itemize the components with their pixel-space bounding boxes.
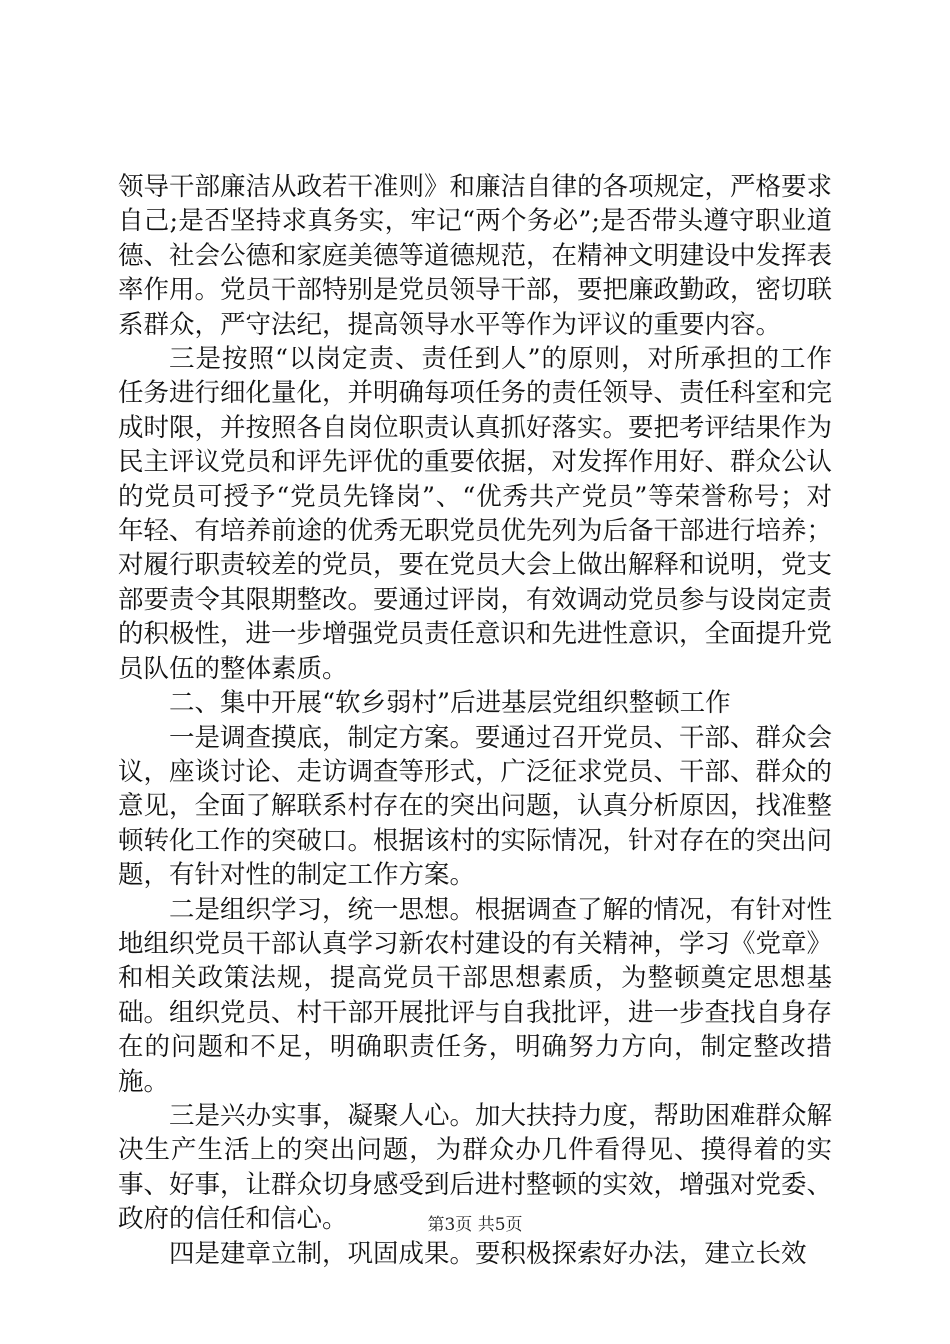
section-heading: 二、集中开展“软乡弱村”后进基层党组织整顿工作 [169,688,731,719]
paragraph-institutions: 四是建章立制，巩固成果。要积极探索好办法，建立长效 [169,1238,807,1269]
paragraph-practical-affairs: 三是兴办实事，凝聚人心。加大扶持力度，帮助困难群众解决生产生活上的突出问题，为群众办几件看得见、摸得着的实事、好事，让群众切身感受到后进村整顿的实效，增强对党委、政府的信任和信心。 [118,1100,833,1235]
paragraph-survey: 一是调查摸底，制定方案。要通过召开党员、干部、群众会议，座谈讨论、走访调查等形式，广泛征求党员、干部、群众的意见，全面了解联系村存在的突出问题，认真分析原因，找准整顿转化工作的突破口。根据该村的实际情况，针对存在的突出问题，有针对性的制定工作方案。 [118,722,833,891]
paragraph-responsibility: 三是按照“以岗定责、责任到人”的原则，对所承担的工作任务进行细化量化，并明确每项任务的责任领导、责任科室和完成时限，并按照各自岗位职责认真抓好落实。要把考评结果作为民主评议党员和评先评优的重要依据，对发挥作用好、群众公认的党员可授予“党员先锋岗”、“优秀共产党员”等荣誉称号；对年轻、有培养前途的优秀无职党员优先列为后备干部进行培养；对履行职责较差的党员，要在党员大会上做出解释和说明，党支部要责令其限期整改。要通过评岗，有效调动党员参与设岗定责的积极性，进一步增强党员责任意识和先进性意识，全面提升党员队伍的整体素质。 [118,344,833,684]
paragraph-study: 二是组织学习，统一思想。根据调查了解的情况，有针对性地组织党员干部认真学习新农村建设的有关精神，学习《党章》和相关政策法规，提高党员干部思想素质，为整顿奠定思想基础。组织党员、村干部开展批评与自我批评，进一步查找自身存在的问题和不足，明确职责任务，明确努力方向，制定整改措施。 [118,894,833,1097]
document-body [118,170,832,1271]
paragraph-continuation: 领导干部廉洁从政若干准则》和廉洁自律的各项规定，严格要求自己;是否坚持求真务实，牢记“两个务必”;是否带头遵守职业道德、社会公德和家庭美德等道德规范，在精神文明建设中发挥表率作用。党员干部特别是党员领导干部，要把廉政勤政，密切联系群众，严守法纪，提高领导水平等作为评议的重要内容。 [118,172,833,340]
page-footer: 第3页 共5页 [427,1215,523,1235]
